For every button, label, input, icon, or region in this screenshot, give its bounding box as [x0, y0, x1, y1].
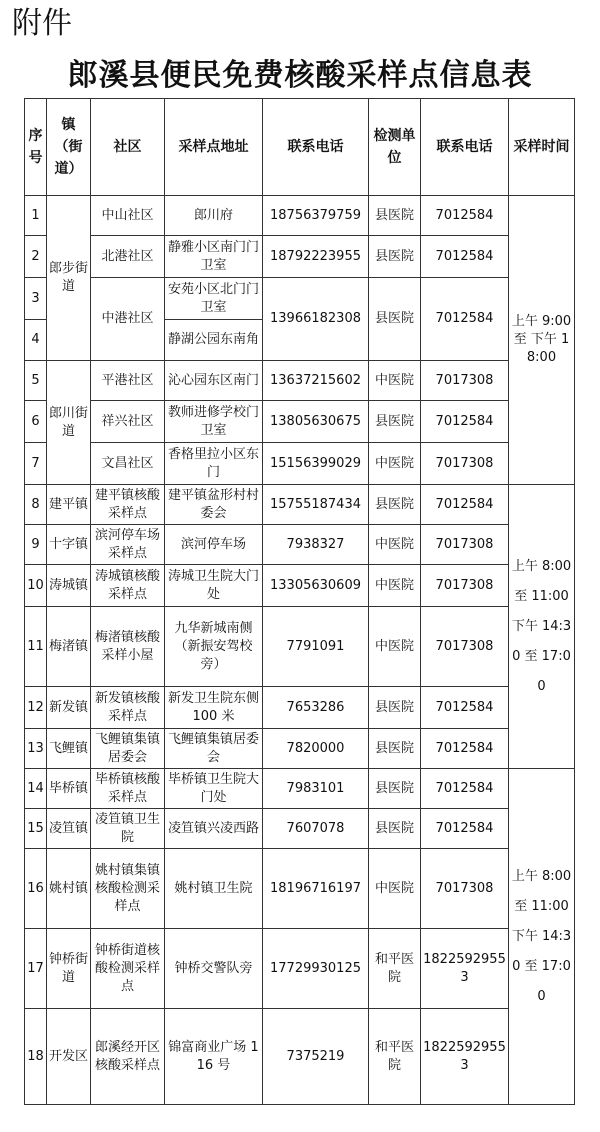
cell-phone: 17729930125	[263, 929, 369, 1009]
cell-town: 钟桥街道	[47, 929, 91, 1009]
cell-town: 郎川街道	[47, 361, 91, 485]
cell-unit: 县医院	[369, 809, 421, 849]
cell-community: 中港社区	[91, 278, 165, 361]
cell-community: 平港社区	[91, 361, 165, 401]
cell-phone: 18196716197	[263, 849, 369, 929]
cell-unit: 中医院	[369, 607, 421, 687]
cell-phone: 13805630675	[263, 401, 369, 443]
cell-time: 上午 9:00 至 下午 18:00	[509, 196, 575, 485]
cell-unit-phone: 7017308	[421, 849, 509, 929]
cell-address: 九华新城南侧（新振安驾校旁）	[165, 607, 263, 687]
cell-no: 4	[25, 320, 47, 361]
cell-no: 16	[25, 849, 47, 929]
cell-community: 凌笪镇卫生院	[91, 809, 165, 849]
cell-unit: 中医院	[369, 361, 421, 401]
cell-address: 郎川府	[165, 196, 263, 236]
cell-community: 涛城镇核酸采样点	[91, 565, 165, 607]
cell-town: 涛城镇	[47, 565, 91, 607]
cell-address: 安苑小区北门门卫室	[165, 278, 263, 320]
cell-community: 北港社区	[91, 236, 165, 278]
cell-unit: 县医院	[369, 196, 421, 236]
cell-unit: 县医院	[369, 278, 421, 361]
table-row	[25, 849, 575, 929]
cell-town: 凌笪镇	[47, 809, 91, 849]
cell-town: 姚村镇	[47, 849, 91, 929]
cell-unit-phone: 7012584	[421, 196, 509, 236]
cell-no: 14	[25, 769, 47, 809]
table-row	[25, 769, 575, 809]
cell-town: 飞鲤镇	[47, 729, 91, 769]
cell-unit: 和平医院	[369, 1009, 421, 1105]
cell-unit: 县医院	[369, 485, 421, 525]
cell-no: 12	[25, 687, 47, 729]
cell-time: 上午 8:00 至 11:00 下午 14:30 至 17:00	[509, 485, 575, 769]
cell-community: 毕桥镇核酸采样点	[91, 769, 165, 809]
cell-phone: 7607078	[263, 809, 369, 849]
cell-town: 梅渚镇	[47, 607, 91, 687]
cell-no: 15	[25, 809, 47, 849]
cell-no: 8	[25, 485, 47, 525]
cell-unit-phone: 18225929553	[421, 929, 509, 1009]
cell-unit: 县医院	[369, 769, 421, 809]
cell-unit-phone: 18225929553	[421, 1009, 509, 1105]
cell-phone: 18756379759	[263, 196, 369, 236]
cell-town: 毕桥镇	[47, 769, 91, 809]
header-seq: 序号	[25, 99, 47, 196]
cell-no: 1	[25, 196, 47, 236]
cell-unit-phone: 7012584	[421, 809, 509, 849]
cell-no: 7	[25, 443, 47, 485]
cell-address: 毕桥镇卫生院大门处	[165, 769, 263, 809]
cell-community: 姚村镇集镇核酸检测采样点	[91, 849, 165, 929]
table-row	[25, 525, 575, 565]
cell-no: 2	[25, 236, 47, 278]
cell-community: 中山社区	[91, 196, 165, 236]
cell-time: 上午 8:00 至 11:00 下午 14:30 至 17:00	[509, 769, 575, 1105]
table-row	[25, 401, 575, 443]
table-row	[25, 485, 575, 525]
cell-address: 香格里拉小区东门	[165, 443, 263, 485]
cell-no: 13	[25, 729, 47, 769]
header-town: 镇（街道）	[47, 99, 91, 196]
cell-unit: 县医院	[369, 729, 421, 769]
cell-phone: 13305630609	[263, 565, 369, 607]
cell-address: 姚村镇卫生院	[165, 849, 263, 929]
cell-unit-phone: 7017308	[421, 525, 509, 565]
cell-community: 祥兴社区	[91, 401, 165, 443]
cell-address: 凌笪镇兴凌西路	[165, 809, 263, 849]
cell-unit: 中医院	[369, 443, 421, 485]
cell-phone: 13637215602	[263, 361, 369, 401]
header-address: 采样点地址	[165, 99, 263, 196]
table-row	[25, 809, 575, 849]
cell-address: 建平镇盆形村村委会	[165, 485, 263, 525]
table-row	[25, 236, 575, 278]
cell-address: 教师进修学校门卫室	[165, 401, 263, 443]
cell-phone: 7938327	[263, 525, 369, 565]
cell-unit: 县医院	[369, 236, 421, 278]
cell-phone: 7375219	[263, 1009, 369, 1105]
cell-unit: 县医院	[369, 401, 421, 443]
cell-community: 建平镇核酸采样点	[91, 485, 165, 525]
cell-no: 5	[25, 361, 47, 401]
table-row	[25, 196, 575, 236]
cell-town: 郎步街道	[47, 196, 91, 361]
sampling-sites-table	[24, 98, 575, 1105]
cell-no: 11	[25, 607, 47, 687]
cell-unit: 中医院	[369, 849, 421, 929]
cell-community: 滨河停车场采样点	[91, 525, 165, 565]
header-community: 社区	[91, 99, 165, 196]
cell-unit-phone: 7012584	[421, 485, 509, 525]
cell-community: 梅渚镇核酸采样小屋	[91, 607, 165, 687]
cell-address: 锦富商业广场 116 号	[165, 1009, 263, 1105]
header-unit-phone: 联系电话	[421, 99, 509, 196]
header-phone: 联系电话	[263, 99, 369, 196]
cell-unit-phone: 7017308	[421, 565, 509, 607]
cell-town: 新发镇	[47, 687, 91, 729]
cell-no: 6	[25, 401, 47, 443]
cell-address: 静雅小区南门门卫室	[165, 236, 263, 278]
cell-phone: 18792223955	[263, 236, 369, 278]
cell-unit-phone: 7017308	[421, 443, 509, 485]
cell-no: 18	[25, 1009, 47, 1105]
cell-unit-phone: 7012584	[421, 278, 509, 361]
table-row	[25, 607, 575, 687]
cell-phone: 7820000	[263, 729, 369, 769]
cell-unit: 县医院	[369, 687, 421, 729]
cell-address: 新发卫生院东侧 100 米	[165, 687, 263, 729]
table-row	[25, 929, 575, 1009]
cell-no: 9	[25, 525, 47, 565]
cell-phone: 7653286	[263, 687, 369, 729]
cell-address: 静湖公园东南角	[165, 320, 263, 361]
cell-phone: 15156399029	[263, 443, 369, 485]
cell-unit-phone: 7012584	[421, 729, 509, 769]
cell-unit-phone: 7012584	[421, 236, 509, 278]
cell-town: 建平镇	[47, 485, 91, 525]
cell-no: 10	[25, 565, 47, 607]
cell-phone: 7791091	[263, 607, 369, 687]
table-row	[25, 729, 575, 769]
table-row	[25, 687, 575, 729]
cell-phone: 15755187434	[263, 485, 369, 525]
cell-phone: 7983101	[263, 769, 369, 809]
header-unit: 检测单位	[369, 99, 421, 196]
cell-unit-phone: 7017308	[421, 361, 509, 401]
cell-address: 涛城卫生院大门处	[165, 565, 263, 607]
table-row	[25, 1009, 575, 1105]
attachment-label: 附件	[12, 6, 72, 41]
table-row	[25, 361, 575, 401]
cell-unit-phone: 7012584	[421, 769, 509, 809]
cell-address: 沁心园东区南门	[165, 361, 263, 401]
cell-community: 文昌社区	[91, 443, 165, 485]
cell-unit-phone: 7012584	[421, 401, 509, 443]
page-title: 郎溪县便民免费核酸采样点信息表	[67, 58, 533, 93]
header-time: 采样时间	[509, 99, 575, 196]
cell-town: 十字镇	[47, 525, 91, 565]
cell-community: 飞鲤镇集镇居委会	[91, 729, 165, 769]
table-row	[25, 565, 575, 607]
cell-address: 滨河停车场	[165, 525, 263, 565]
cell-community: 钟桥街道核酸检测采样点	[91, 929, 165, 1009]
table-row	[25, 278, 575, 320]
cell-unit: 中医院	[369, 525, 421, 565]
cell-community: 新发镇核酸采样点	[91, 687, 165, 729]
cell-community: 郎溪经开区核酸采样点	[91, 1009, 165, 1105]
cell-no: 3	[25, 278, 47, 320]
cell-town: 开发区	[47, 1009, 91, 1105]
cell-unit: 中医院	[369, 565, 421, 607]
cell-unit-phone: 7017308	[421, 607, 509, 687]
cell-unit: 和平医院	[369, 929, 421, 1009]
table-header-row	[25, 99, 575, 196]
cell-address: 飞鲤镇集镇居委会	[165, 729, 263, 769]
cell-unit-phone: 7012584	[421, 687, 509, 729]
table-row	[25, 443, 575, 485]
cell-address: 钟桥交警队旁	[165, 929, 263, 1009]
cell-no: 17	[25, 929, 47, 1009]
cell-phone: 13966182308	[263, 278, 369, 361]
